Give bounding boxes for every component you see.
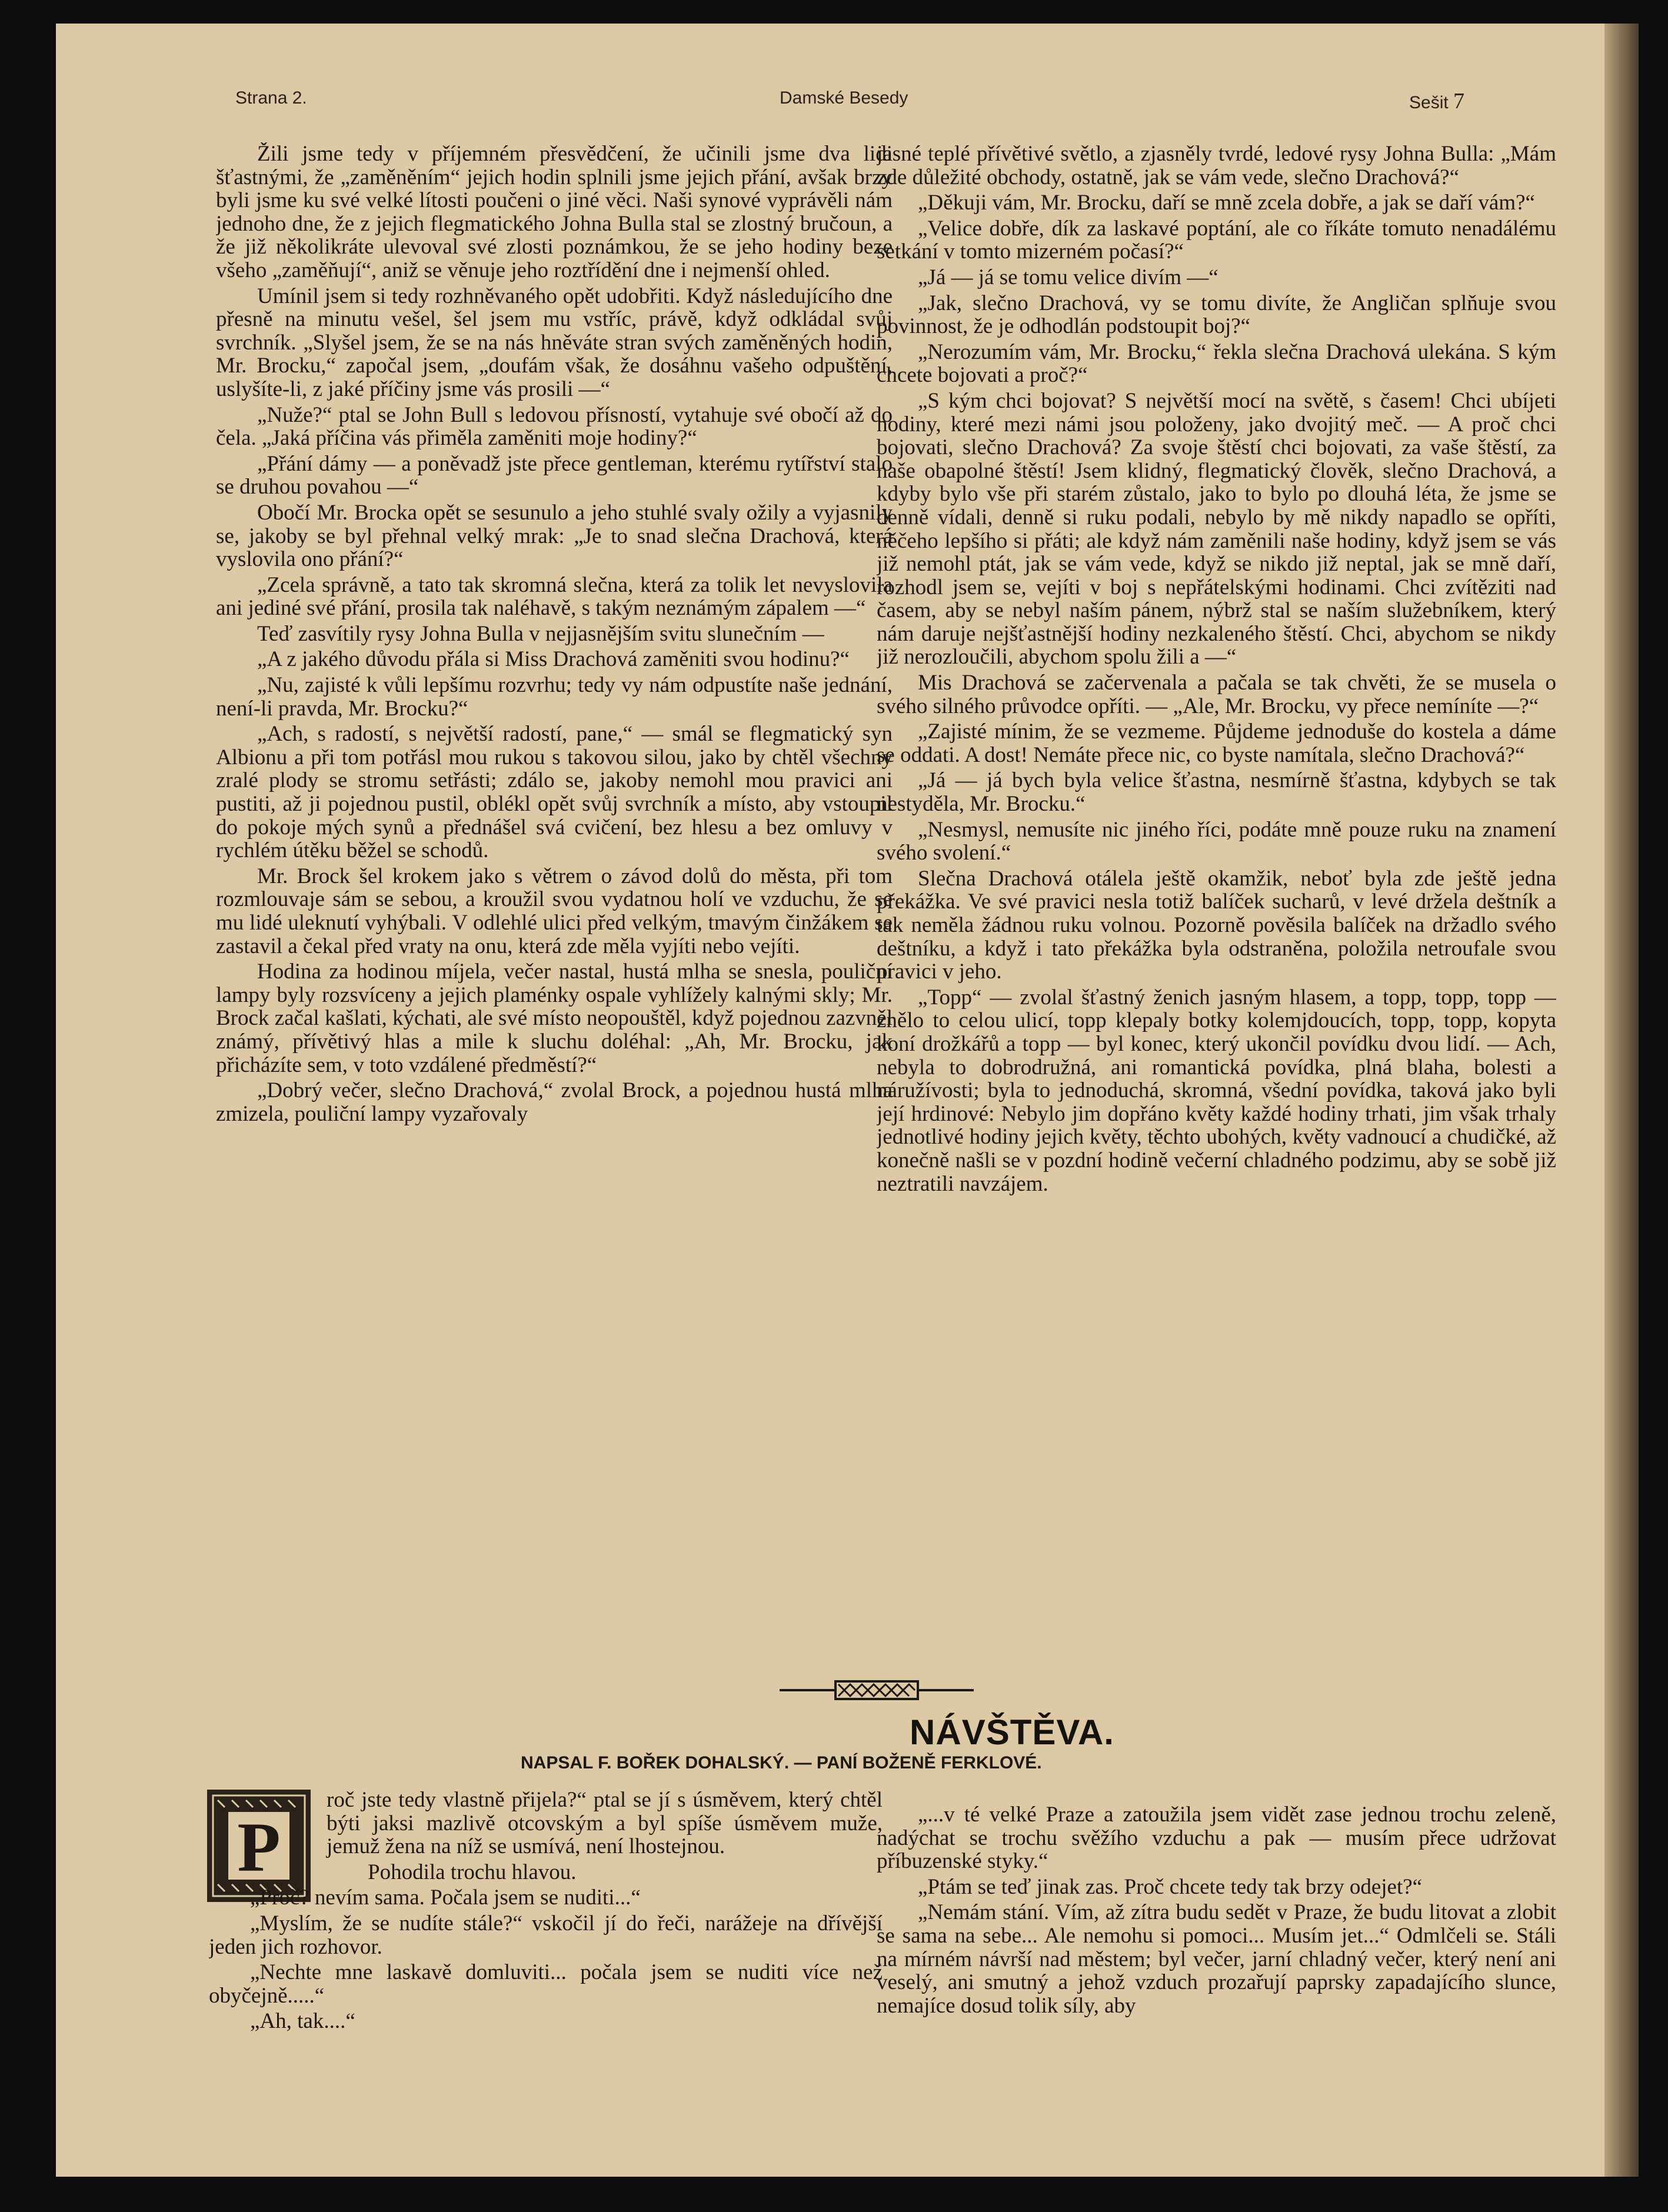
paragraph: „Nemám stání. Vím, až zítra budu sedět v Praze, že budu litovat a zlobit se sama na sebe... Ale nemohu si pomoci... Musím jet...“ Odmlčeli se. Stáli na mírném návrší nad městem; byl večer, jarní chladný večer, který není ani veselý, ani smutný a jehož vzduch prozařují paprsky zapadajícího slunce, nemajíce dosud tolik síly, aby [877,1900,1556,2018]
paragraph: „Dobrý večer, slečno Drachová,“ zvolal Brock, a pojednou hustá mlha zmizela, pouliční lampy vyzařovaly [216,1078,893,1126]
paragraph: „S kým chci bojovat? S největší mocí na světě, s časem! Chci ubíjeti hodiny, které mezi námi jsou položeny, jako dvojitý meč. — A proč chci bojovati, slečno Drachová? Za svoje štěstí chci bojovati, za vaše štěstí, za naše obapolné štěstí! Jsem klidný, flegmatický člověk, slečno Drachová, a kdyby bylo vše při starém zůstalo, jako to bylo po dlouhá léta, že jsme se denně vídali, denně si ruku podali, nebylo by mě nikdy napadlo se opříti, něčeho lepšího si přáti; ale když nám zaměnili naše hodiny, když jsem se vás již nemohl ptát, jak se vám vede, když se nikdo již neptal, jak se mně daří, rozhodl jsem se, vejíti v boj s nepřátelskými hodinami. Chci zvítěziti nad časem, aby se nebyl naším pánem, nýbrž stal se naším služebníkem, který nám daruje nejšťastnější hodiny nezkaleného štěstí. Chci, abychom se nikdy již nerozloučili, abychom spolu žili a —“ [877,388,1556,669]
paragraph: „Přání dámy — a poněvadž jste přece gentleman, kterému rytířství stalo se druhou povahou —“ [216,451,893,499]
article1-column-right [877,142,1556,1684]
magazine-title: Damské Besedy [780,88,908,108]
issue-label [1409,88,1464,114]
paragraph: Pohodila trochu hlavou. [368,1860,577,1884]
paragraph: „Velice dobře, dík za laskavé poptání, ale co říkáte tomuto nenadálému setkání v tomto mizerném počasí?“ [877,216,1556,264]
paragraph: „Proč? nevím sama. Počala jsem se nuditi...“ [250,1885,641,1910]
magazine-page [56,24,1639,2177]
page-binding-edge [1604,24,1639,2177]
paragraph: „...v té velké Praze a zatoužila jsem vidět zase jednou trochu zeleně, nadýchat se trochu svěžího vzduchu a pak — musím přece udržovat příbuzenské styky.“ [877,1803,1556,1874]
paragraph: „Zajisté mínim, že se vezmeme. Půjdeme jednoduše do kostela a dáme se oddati. A dost! Nemáte přece nic, co byste namítala, slečno Drachová?“ [877,719,1556,767]
paragraph: „Ach, s radostí, s největší radostí, pane,“ — smál se flegmatický syn Albionu a při tom potřásl mou rukou s takovou silou, jako by chtěl všechny zralé plody se stromu setřásti; zdálo se, jakoby nemohl mou pravici ani pustiti, až ji pojednou pustil, oblékl opět svůj svrchník a místo, aby vstoupil do pokoje mých synů a přednášel svá cvičení, bez hlesu a bez omluvy v rychlém útěku běžel se schodů. [216,722,893,863]
dropcap-letter: P [237,1808,281,1886]
paragraph: „Nuže?“ ptal se John Bull s ledovou přísností, vytahuje své obočí až do čela. „Jaká příčina vás přiměla zaměniti moje hodiny?“ [216,402,893,451]
page-number-label: Strana 2. [235,88,307,108]
paragraph: Hodina za hodinou míjela, večer nastal, hustá mlha se snesla, pouliční lampy byly rozsvíceny a jejich plaménky ospale vyhlížely kalnými skly; Mr. Brock začal kašlati, kýchati, ale své místo neopouštěl, když pojednou zazvněl známý, přívětivý hlas a mile k sluchu doléhal: „Ah, Mr. Brocku, jak přicházíte sem, v toto vzdálené předměstí?“ [216,960,893,1077]
paragraph: „Jak, slečno Drachová, vy se tomu divíte, že Angličan splňuje svou povinnost, že je odhodlán podstoupit boj?“ [877,291,1556,339]
paragraph: „Ah, tak....“ [250,2009,355,2034]
paragraph: „Já — já bych byla velice šťastna, nesmírně šťastna, kdybych se tak nestyděla, Mr. Brocku.“ [877,768,1556,817]
paragraph: „Já — já se tomu velice divím —“ [918,265,1218,289]
paragraph: „Nu, zajisté k vůli lepšímu rozvrhu; tedy vy nám odpustíte naše jednání, není-li pravda, Mr. Brocku?“ [216,673,893,721]
paragraph: „Nechte mne laskavě domluviti... počala jsem se nuditi více než obyčejně.....“ [209,1960,883,2008]
paragraph: Žili jsme tedy v příjemném přesvědčení, že učinili jsme dva lidi šťastnými, že „zaměněním“ jejich hodin splnili jsme jejich přání, avšak brzy byli jsme ku své velké lítosti poučeni o jiné věci. Naši synové vyprávěli nám jednoho dne, že z jejich flegmatického Johna Bulla stal se zlostný bručoun, a že již několikráte ulevoval své zlosti poznámkou, že se jeho hodiny beze všeho „zaměňují“, aniž se věnuje jeho roztřídění dne i nejmenší ohled. [216,142,893,282]
paragraph: „Topp“ — zvolal šťastný ženich jasným hlasem, a topp, topp, topp — znělo to celou ulicí, topp klepaly botky kolemjdoucích, topp, topp, kopyta koní drožkářů a topp — byl konec, který ukončil povídku dvou lidí. — Ach, nebyla to dobrodružná, ani romantická povídka, plná blaha, bolesti a náružívosti; byla to jednoduchá, skromná, všední povídka, taková jako byli její hrdinové: Nebylo jim dopřáno květy každé hodiny trhati, jim však trhaly jednotlivé hodiny jejich květy, těchto ubohých, květy vadnoucí a chudičké, až konečně našli se v pozdní hodině večerní chladného podzimu, aby se sobě již neztratili navzájem. [877,985,1556,1196]
paragraph: Umínil jsem si tedy rozhněvaného opět udobřiti. Když následujícího dne přesně na minutu vešel, šel jsem mu vstříc, právě, když odkládal svůj svrchník. „Slyšel jsem, že se na nás hněváte stran svých zaměněných hodin, Mr. Brocku,“ započal jsem, „doufám však, že dosáhnu vašeho odpuštění, uslyšíte-li, z jaké příčiny jsme vás prosili —“ [216,284,893,401]
paragraph: Slečna Drachová otálela ještě okamžik, neboť byla zde ještě jedna překážka. Ve své pravici nesla totiž balíček sucharů, v levé držela deštník a tak neměla žádnou ruku volnou. Pozorně pověsila balíček na držadlo svého deštníku, a když i tato překážka byla odstraněna, položila netroufale svou pravici v jeho. [877,866,1556,984]
paragraph: roč jste tedy vlastně přijela?“ ptal se jí s úsměvem, který chtěl býti jaksi mazlivě otcovským a byl spíše úsměvem muže, jemuž žena na níž se usmívá, není lhostejnou. [327,1788,883,1859]
article2-column-right [877,1803,1556,2156]
article2-title: NÁVŠTĚVA. [910,1713,1114,1752]
issue-number: 7 [1453,89,1465,114]
article2-byline: NAPSAL F. BOŘEK DOHALSKÝ. — PANÍ BOŽENĚ FERKLOVÉ. [521,1753,1042,1773]
paragraph: „Zcela správně, a tato tak skromná slečna, která za tolik let nevyslovila ani jediné své přání, prosila tak naléhavě, s takým neznámým zápalem —“ [216,572,893,621]
section-divider-ornament-icon [780,1675,974,1705]
paragraph: „Děkuji vám, Mr. Brocku, daří se mně zcela dobře, a jak se daří vám?“ [918,191,1535,215]
paragraph: „Nerozumím vám, Mr. Brocku,“ řekla slečna Drachová ulekána. S kým chcete bojovati a proč?“ [877,339,1556,388]
article1-column-left [216,142,893,1684]
paragraph: „A z jakého důvodu přála si Miss Drachová zaměniti svou hodinu?“ [257,647,850,672]
paragraph: „Myslím, že se nudíte stále?“ vskočil jí do řeči, narážeje na dřívější jeden jich rozhovor. [209,1911,883,1959]
paragraph: Obočí Mr. Brocka opět se sesunulo a jeho stuhlé svaly ožily a vyjasnily se, jakoby se byl přehnal velký mrak: „Je to snad slečna Drachová, která vyslovila ono přání?“ [216,500,893,572]
paragraph: „Nesmysl, nemusíte nic jiného říci, podáte mně pouze ruku na znamení svého svolení.“ [877,817,1556,865]
paragraph: „Ptám se teď jinak zas. Proč chcete tedy tak brzy odejet?“ [918,1874,1423,1899]
paragraph: jasné teplé přívětivé světlo, a zjasněly tvrdé, ledové rysy Johna Bulla: „Mám zde důležité obchody, ostatně, jak se vám vede, slečno Drachová?“ [877,142,1556,189]
issue-word: Sešit [1409,93,1449,112]
paragraph: Teď zasvítily rysy Johna Bulla v nejjasnějším svitu slunečním — [257,621,824,646]
paragraph: Mr. Brock šel krokem jako s větrem o závod dolů do města, při tom rozmlouvaje sám se sebou, a kroužil svou vydatnou holí ve vzduchu, že se mu lidé uleknutí vyhýbali. V odlehlé ulici před velkým, tmavým činžákem se zastavil a čekal před vraty na onu, která zde měla vyjíti nebo vejíti. [216,864,893,958]
article2-column-left [209,1788,883,2118]
paragraph: Mis Drachová se začervenala a pačala se tak chvěti, že se musela o svého silného průvodce opříti. — „Ale, Mr. Brocku, vy přece nemíníte —?“ [877,671,1556,718]
